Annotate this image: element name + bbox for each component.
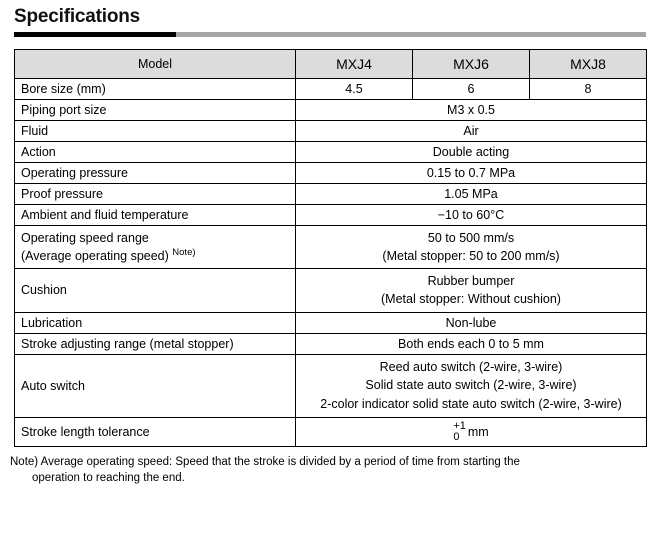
table-header-row — [15, 50, 647, 79]
cell-line-1: Rubber bumper — [427, 274, 515, 289]
row-label-line-1: Operating speed range — [21, 230, 149, 245]
column-header-mxj4: MXJ4 — [296, 50, 413, 79]
table-row — [15, 269, 647, 312]
note-marker: Note) — [172, 246, 196, 258]
cell-bore-size-mxj6: 6 — [413, 79, 530, 100]
table-row — [15, 312, 647, 333]
table-row — [15, 417, 647, 446]
specifications-table — [14, 49, 647, 447]
cell-bore-size-mxj8: 8 — [530, 79, 647, 100]
row-label-lubrication: Lubrication — [15, 312, 296, 333]
cell-cushion — [296, 269, 647, 312]
tolerance-unit: mm — [467, 424, 489, 439]
cell-bore-size-mxj4: 4.5 — [296, 79, 413, 100]
row-label-proof-pressure: Proof pressure — [15, 184, 296, 205]
table-row — [15, 354, 647, 417]
table-row — [15, 205, 647, 226]
column-header-mxj6: MXJ6 — [413, 50, 530, 79]
row-label-stroke-adjusting-range: Stroke adjusting range (metal stopper) — [15, 333, 296, 354]
footnote-line-2: operation to reaching the end. — [32, 472, 185, 485]
column-header-mxj8: MXJ8 — [530, 50, 647, 79]
table-row — [15, 184, 647, 205]
cell-line-2: Solid state auto switch (2-wire, 3-wire) — [365, 378, 577, 393]
row-label-piping-port-size: Piping port size — [15, 100, 296, 121]
row-label-line-2-text: (Average operating speed) — [21, 248, 169, 263]
row-label-operating-pressure: Operating pressure — [15, 163, 296, 184]
title-divider — [14, 32, 646, 37]
tolerance-fraction — [453, 421, 466, 443]
tolerance-lower: 0 — [453, 430, 460, 443]
row-label-fluid: Fluid — [15, 121, 296, 142]
cell-stroke-adjusting-range: Both ends each 0 to 5 mm — [296, 333, 647, 354]
row-label-action: Action — [15, 142, 296, 163]
table-row — [15, 333, 647, 354]
table-row — [15, 79, 647, 100]
cell-line-2: (Metal stopper: Without cushion) — [381, 292, 561, 307]
cell-line-3: 2-color indicator solid state auto switch (2-wire, 3-wire) — [320, 397, 622, 411]
cell-line-1: Reed auto switch (2-wire, 3-wire) — [379, 359, 563, 374]
page-title: Specifications — [14, 6, 141, 27]
tolerance-upper: +1 — [453, 419, 466, 432]
row-label-bore-size: Bore size (mm) — [15, 79, 296, 100]
row-label-line-2 — [21, 247, 289, 265]
table-row — [15, 163, 647, 184]
cell-auto-switch — [296, 354, 647, 417]
row-label-ambient-fluid-temperature: Ambient and fluid temperature — [15, 205, 296, 226]
row-label-cushion: Cushion — [15, 269, 296, 312]
cell-operating-pressure: 0.15 to 0.7 MPa — [296, 163, 647, 184]
footnote-line-1: Note) Average operating speed: Speed that the stroke is divided by a period of time from starting the — [10, 456, 520, 469]
cell-stroke-length-tolerance — [296, 417, 647, 446]
cell-fluid: Air — [296, 121, 647, 142]
table-row — [15, 142, 647, 163]
cell-action: Double acting — [296, 142, 647, 163]
table-row — [15, 100, 647, 121]
row-label-auto-switch: Auto switch — [15, 354, 296, 417]
cell-proof-pressure: 1.05 MPa — [296, 184, 647, 205]
footnote — [10, 454, 630, 486]
table-row — [15, 121, 647, 142]
table-row — [15, 226, 647, 269]
cell-ambient-fluid-temperature: −10 to 60°C — [296, 205, 647, 226]
cell-operating-speed-range — [296, 226, 647, 269]
column-header-model: Model — [15, 50, 296, 79]
cell-line-1: 50 to 500 mm/s — [427, 231, 515, 245]
title-divider-grey — [176, 32, 646, 37]
cell-lubrication: Non-lube — [296, 312, 647, 333]
cell-piping-port-size: M3 x 0.5 — [296, 100, 647, 121]
row-label-stroke-length-tolerance: Stroke length tolerance — [15, 417, 296, 446]
cell-line-2: (Metal stopper: 50 to 200 mm/s) — [382, 249, 560, 264]
page-title-block — [0, 0, 660, 30]
row-label-operating-speed-range — [15, 226, 296, 269]
